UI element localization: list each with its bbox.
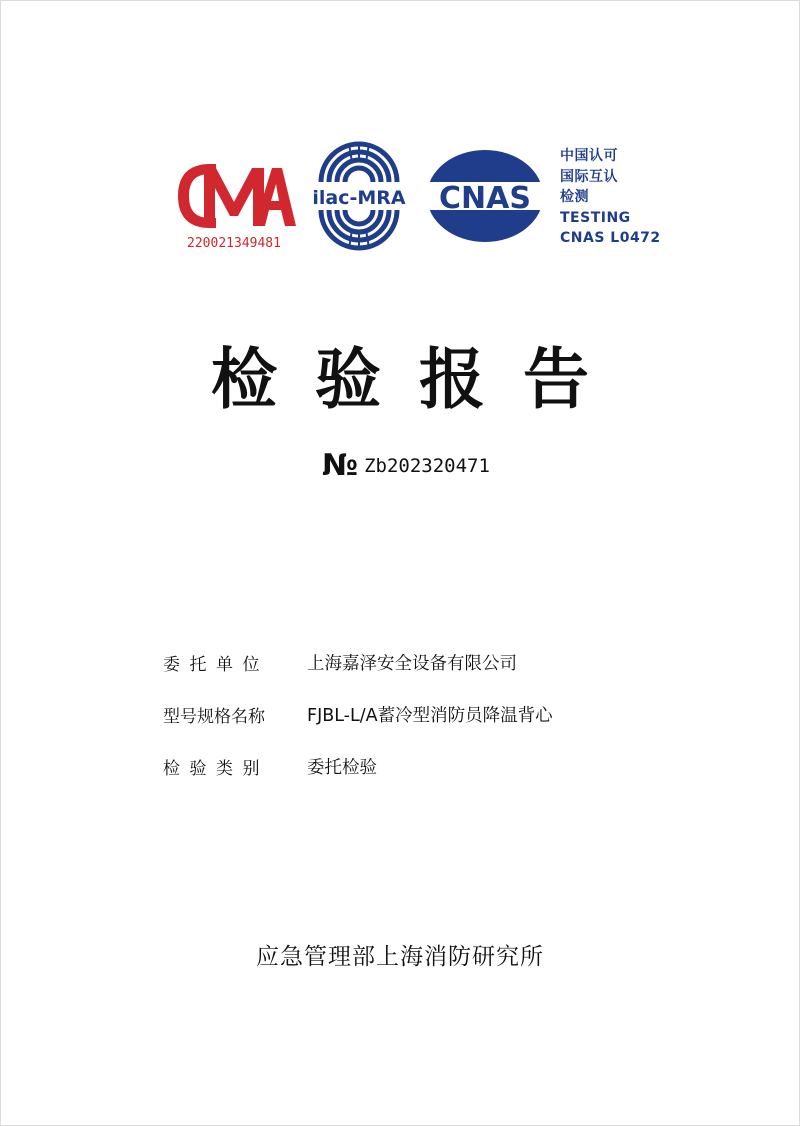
cnas-line: 检测 xyxy=(560,189,589,205)
cnas-text: CNAS xyxy=(439,181,531,216)
cnas-line: 中国认可 xyxy=(560,148,618,164)
info-row-model xyxy=(163,688,723,740)
category-label: 检验类别 xyxy=(163,758,269,779)
ilac-text: ilac-MRA xyxy=(312,187,406,209)
report-number-value: Zb202320471 xyxy=(364,454,490,477)
info-row-client xyxy=(163,636,723,688)
model-label: 型号规格名称 xyxy=(163,706,265,727)
cnas-line: CNAS L0472 xyxy=(560,230,661,246)
report-number xyxy=(322,448,490,483)
cnas-accreditation-text xyxy=(560,146,670,249)
cnas-line: TESTING xyxy=(560,209,631,226)
number-sign: № xyxy=(322,448,359,483)
cma-number: 220021349481 xyxy=(187,236,281,251)
category-value: 委托检验 xyxy=(307,757,377,778)
report-title: 检验报告 xyxy=(211,341,627,418)
info-row-category xyxy=(163,740,723,792)
model-value: FJBL-L/A蓄冷型消防员降温背心 xyxy=(307,705,553,726)
ilac-mra-logo xyxy=(304,138,414,253)
issuing-organization: 应急管理部上海消防研究所 xyxy=(256,944,544,970)
certification-logos xyxy=(0,0,800,280)
report-info xyxy=(163,636,723,792)
cnas-line: 国际互认 xyxy=(560,168,618,185)
client-label: 委托单位 xyxy=(163,654,269,675)
cnas-logo xyxy=(425,148,545,244)
cma-logo xyxy=(170,150,298,255)
client-value: 上海嘉泽安全设备有限公司 xyxy=(307,653,517,674)
